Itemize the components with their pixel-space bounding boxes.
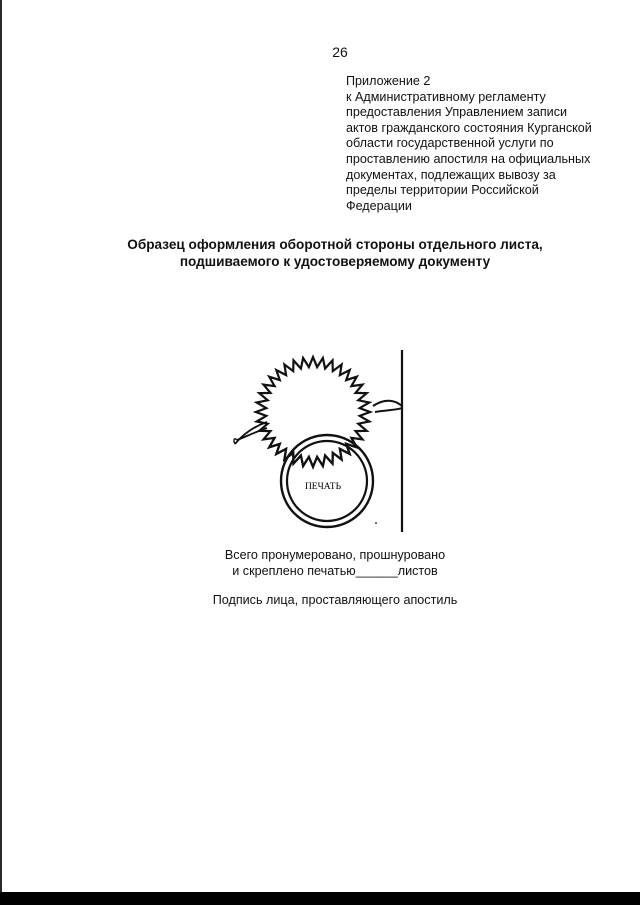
certification-line-1: Всего пронумеровано, прошнуровано — [224, 548, 446, 562]
scan-edge-bottom — [0, 892, 640, 905]
title-line-2: подшиваемого к удостоверяемому документу — [179, 254, 491, 269]
appendix-line: проставлению апостиля на официальных — [346, 151, 591, 166]
certification-line-2: и скреплено печатью______листов — [232, 564, 438, 578]
page-number: 26 — [332, 44, 348, 60]
appendix-line: актов гражданского состояния Курганской — [346, 120, 592, 135]
appendix-line: пределы территории Российской — [346, 183, 539, 198]
appendix-line: области государственной услуги по — [346, 136, 554, 151]
thread-right-upper — [373, 401, 402, 406]
appendix-heading — [346, 74, 616, 214]
signature-caption: Подпись лица, проставляющего апостиль — [212, 593, 458, 607]
appendix-line: Приложение 2 — [346, 74, 431, 88]
document-title — [0, 236, 640, 270]
appendix-line: документах, подлежащих вывозу за — [346, 167, 556, 182]
appendix-line: Федерации — [346, 198, 412, 213]
certification-block — [0, 547, 640, 579]
scan-edge-left — [0, 0, 2, 905]
title-line-1: Образец оформления оборотной стороны отдельного листа, — [127, 237, 543, 252]
thread-right-lower — [375, 408, 402, 412]
stamp-label: ПЕЧАТЬ — [304, 482, 342, 492]
binding-seal-figure — [225, 340, 415, 540]
appendix-line: к Административному регламенту — [346, 89, 546, 104]
scan-speck — [375, 522, 377, 524]
thread-left-upper — [235, 422, 267, 444]
appendix-line: предоставления Управлением записи — [346, 105, 568, 120]
